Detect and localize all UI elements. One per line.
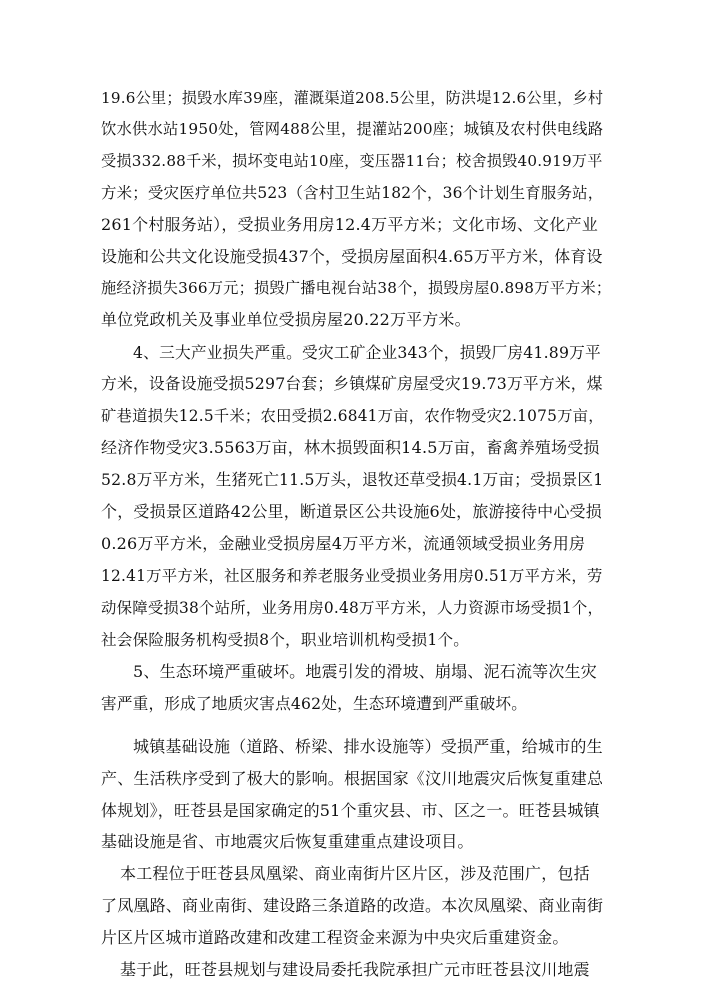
text-line: 261个村服务站），受损业务用房12.4万平方米；文化市场、文化产业 (101, 215, 598, 234)
text-line: 片区片区城市道路改建和改建工程资金来源为中央灾后重建资金。 (101, 928, 569, 947)
text-line: 社会保险服务机构受损8个，职业培训机构受损1个。 (101, 631, 470, 649)
text-line: 城镇基础设施（道路、桥梁、排水设施等）受损严重，给城市的生 (133, 737, 603, 756)
text-line: 矿巷道损失12.5千米；农田受损2.6841万亩，农作物受灾2.1075万亩， (101, 407, 604, 425)
text-line: 施经济损失366万元；损毁广播电视台站38个，损毁房屋0.898万平方米； (101, 279, 612, 297)
text-line: 设施和公共文化设施受损437个，受损房屋面积4.65万平方米，体育设 (101, 247, 603, 266)
text-line: 害严重，形成了地质灾害点462处，生态环境遭到严重破坏。 (101, 694, 528, 713)
text-line: 经济作物受灾3.5563万亩，林木损毁面积14.5万亩，畜禽养殖场受损 (101, 438, 600, 457)
text-line: 方米，设备设施受损5297台套；乡镇煤矿房屋受灾19.73万平方米，煤 (101, 374, 603, 393)
text-line: 个，受损景区道路42公里，断道景区公共设施6处，旅游接待中心受损 (101, 502, 602, 521)
text-line: 基于此，旺苍县规划与建设局委托我院承担广元市旺苍县汶川地震 (120, 960, 590, 979)
text-line: 受损332.88千米，损坏变电站10座，变压器11台；校舍损毁40.919万平 (101, 152, 603, 170)
text-line: 52.8万平方米，生猪死亡11.5万头，退牧还草受损4.1万亩；受损景区1 (101, 470, 604, 489)
text-line: 了凤凰路、商业南街、建设路三条道路的改造。本次凤凰梁、商业南街 (101, 896, 604, 915)
text-line: 单位党政机关及事业单位受损房屋20.22万平方米。 (101, 310, 471, 329)
text-line: 体规划》，旺苍县是国家确定的51个重灾县、市、区之一。旺苍县城镇 (101, 801, 600, 820)
text-line: 本工程位于旺苍县凤凰梁、商业南街片区片区，涉及范围广，包括 (120, 864, 590, 883)
text-line: 19.6公里；损毁水库39座，灌溉渠道208.5公里，防洪堤12.6公里，乡村 (101, 89, 604, 107)
text-line: 产、生活秩序受到了极大的影响。根据国家《汶川地震灾后恢复重建总 (101, 769, 604, 788)
text-line: 方米；受灾医疗单位共523（含村卫生站182个，36个计划生育服务站， (101, 184, 604, 202)
text-line: 0.26万平方米，金融业受损房屋4万平方米，流通领域受损业务用房 (101, 534, 586, 553)
text-line: 12.41万平方米，社区服务和养老服务业受损业务用房0.51万平方米，劳 (101, 567, 603, 585)
text-line: 4、三大产业损失严重。受灾工矿企业343个，损毁厂房41.89万平 (133, 343, 601, 362)
text-line: 饮水供水站1950处，管网488公里，提灌站200座；城镇及农村供电线路 (101, 120, 604, 138)
text-line: 基础设施是省、市地震灾后恢复重建重点建设项目。 (101, 832, 474, 851)
text-line: 5、生态环境严重破坏。地震引发的滑坡、崩塌、泥石流等次生灾 (133, 662, 597, 681)
text-line: 动保障受损38个站所，业务用房0.48万平方米，人力资源市场受损1个， (101, 599, 604, 617)
